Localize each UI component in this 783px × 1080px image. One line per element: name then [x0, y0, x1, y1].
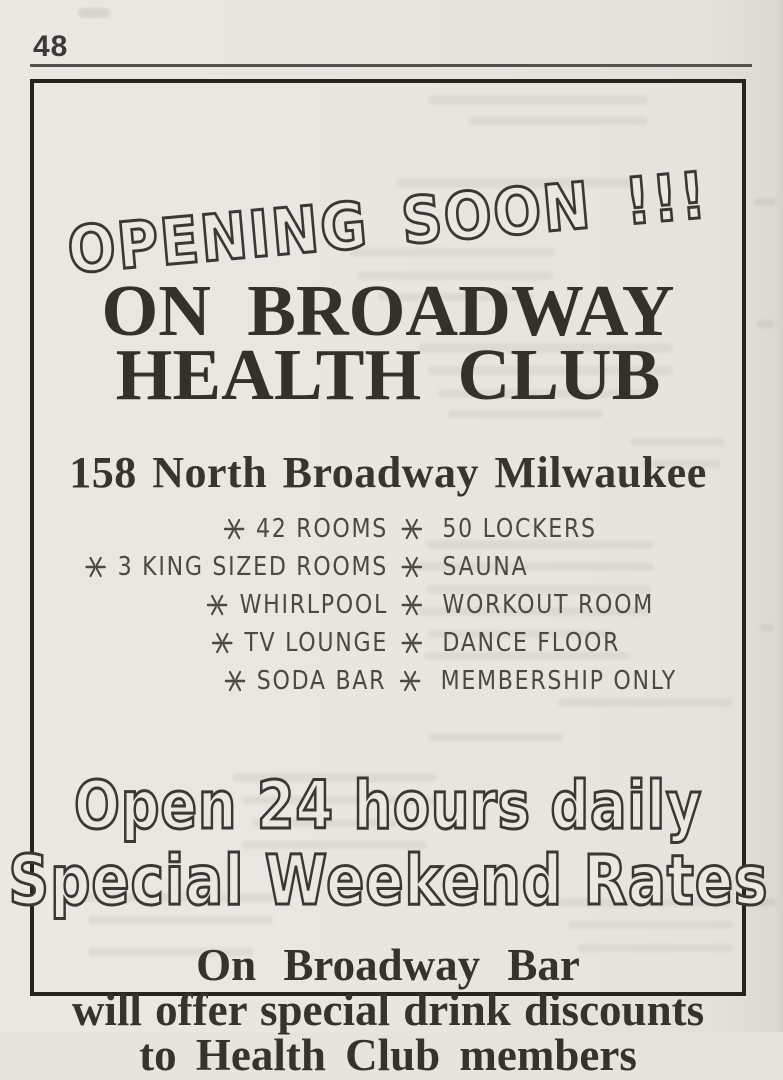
bar-note-line-1: On Broadway Bar: [196, 940, 580, 990]
bar-note-line-3: to Health Club members: [139, 1030, 637, 1080]
amenity-label: SAUNA: [442, 552, 529, 582]
club-name: [34, 270, 742, 415]
asterisk-icon: [207, 593, 227, 617]
hours-text: Open 24 hours daily: [73, 767, 703, 844]
amenity-row: [99, 630, 677, 656]
amenity-label: SODA BAR: [256, 666, 387, 696]
asterisk-icon: [224, 517, 244, 541]
asterisk-icon: [402, 517, 422, 541]
address-line: 158 North Broadway Milwaukee: [69, 448, 707, 497]
asterisk-icon: [402, 593, 422, 617]
amenity-label: 50 LOCKERS: [442, 514, 597, 544]
amenity-label: 3 KING SIZED ROOMS: [117, 552, 389, 582]
amenity-label: MEMBERSHIP ONLY: [440, 666, 677, 696]
club-name-line-1: ON BROADWAY: [101, 270, 675, 351]
amenity-label: TV LOUNGE: [244, 628, 388, 658]
bleedthrough-smudge: [760, 624, 774, 631]
amenity-row: [99, 554, 677, 580]
ad-border-box: [8, 79, 769, 1080]
rates-banner: [8, 841, 769, 921]
asterisk-icon: [402, 555, 422, 579]
asterisk-icon: [400, 669, 420, 693]
asterisk-icon: [212, 631, 232, 655]
amenity-row: [99, 516, 677, 542]
amenity-row: [99, 668, 677, 694]
page-number: 48: [33, 30, 69, 63]
asterisk-icon: [402, 631, 422, 655]
opening-soon-text: OPENING SOON !!!: [65, 159, 711, 289]
amenities-list: [99, 516, 677, 706]
club-name-line-2: HEALTH CLUB: [115, 334, 661, 415]
bar-note: [34, 940, 742, 1080]
bleedthrough-smudge: [754, 198, 776, 206]
hours-banner: [34, 767, 742, 844]
asterisk-icon: [224, 669, 244, 693]
header-rule: [30, 64, 752, 67]
asterisk-icon: [85, 555, 105, 579]
amenity-label: WORKOUT ROOM: [442, 590, 654, 620]
bleedthrough-smudge: [78, 8, 110, 18]
amenity-label: 42 ROOMS: [256, 514, 388, 544]
rates-text: Special Weekend Rates: [8, 841, 769, 921]
amenity-label: DANCE FLOOR: [442, 628, 621, 658]
amenity-row: [99, 592, 677, 618]
bleedthrough-smudge: [757, 320, 775, 328]
amenity-label: WHIRLPOOL: [239, 590, 388, 620]
bar-note-line-2: will offer special drink discounts: [71, 985, 705, 1035]
